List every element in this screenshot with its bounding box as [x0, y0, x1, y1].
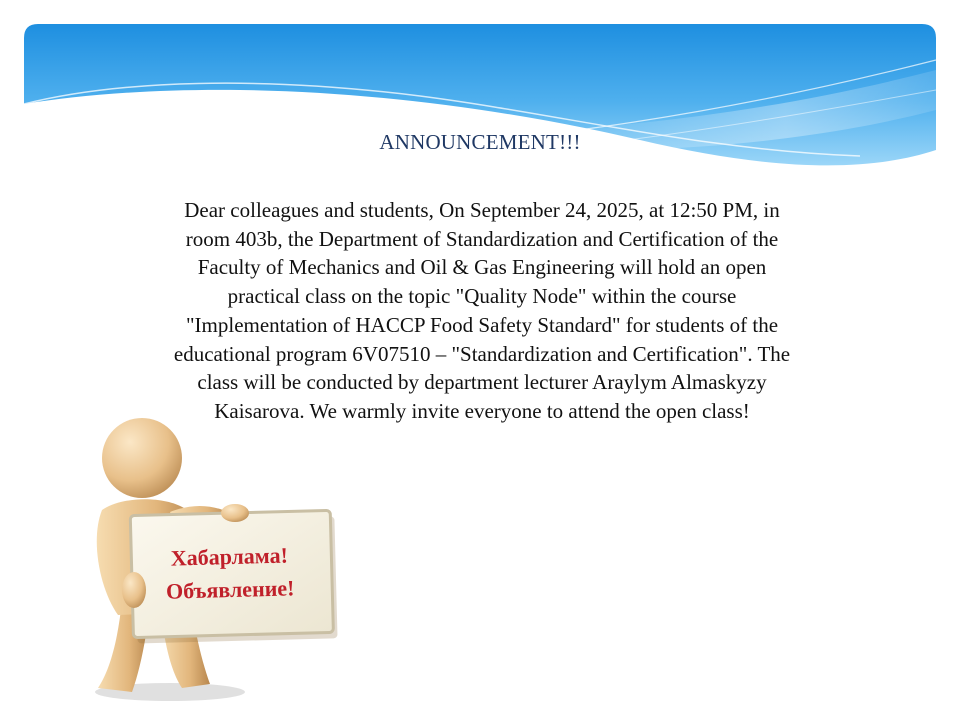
body-line: Kaisarova. We warmly invite everyone to attend the open class!: [214, 398, 750, 423]
body-line: Dear colleagues and students, On September 24, 2025, at 12:50 PM, in: [184, 198, 780, 222]
sign-line-russian: Объявление!: [165, 575, 295, 604]
wave-banner: [0, 0, 960, 200]
announcement-body: [82, 196, 882, 426]
body-line: room 403b, the Department of Standardization and Certification of the: [185, 226, 779, 251]
body-line: "Implementation of HACCP Food Safety Standard" for students of the: [185, 312, 779, 337]
announcement-title: ANNOUNCEMENT!!!: [379, 130, 581, 154]
body-line: educational program 6V07510 – "Standardization and Certification". The: [173, 341, 791, 366]
figure-holding-sign-illustration: [60, 400, 390, 705]
body-line: practical class on the topic "Quality Node" within the course: [227, 284, 737, 309]
body-line: class will be conducted by department lecturer Araylym Almaskyzy: [197, 370, 767, 395]
sign-line-kazakh: Хабарлама!: [170, 542, 289, 571]
body-line: Faculty of Mechanics and Oil & Gas Engineering will hold an open: [197, 255, 767, 280]
